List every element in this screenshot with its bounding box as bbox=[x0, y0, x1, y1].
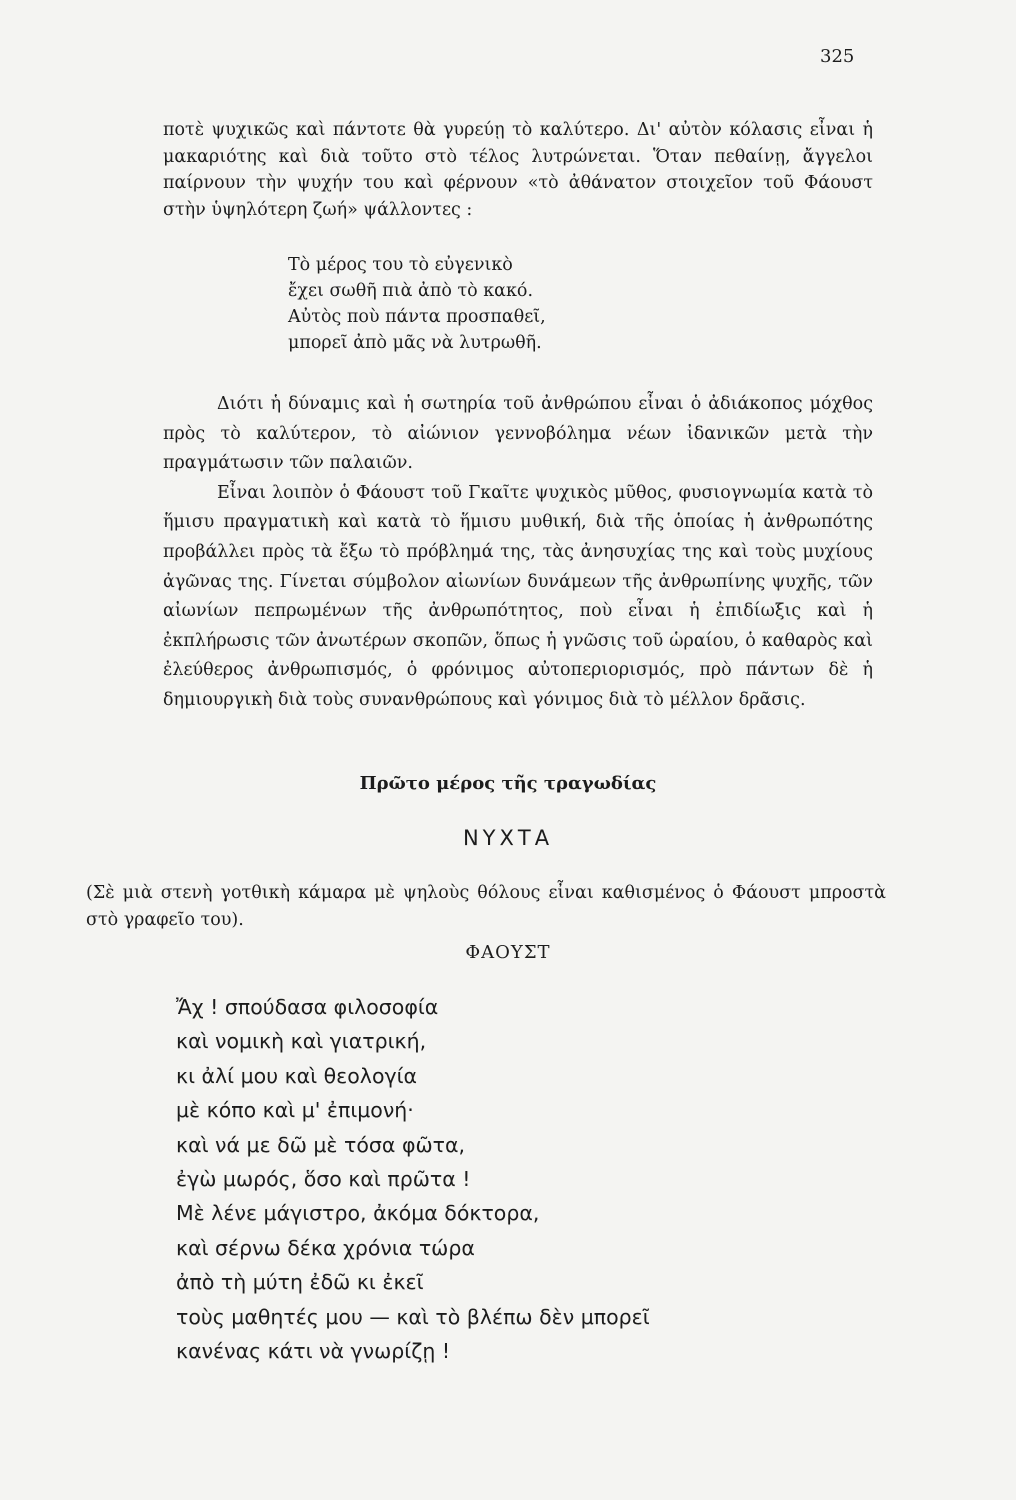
verse-line: Αὐτὸς ποὺ πάντα προσπαθεῖ, bbox=[288, 307, 546, 327]
verse-line: μὲ κόπο καὶ μ' ἐπιμονή· bbox=[176, 1098, 414, 1123]
verse-line: Ἄχ ! σπούδασα φιλοσοφία bbox=[176, 995, 439, 1019]
stage-direction-block bbox=[86, 880, 886, 934]
verse-line: καὶ νά με δῶ μὲ τόσα φῶτα, bbox=[176, 1132, 466, 1157]
verse-line: ἐγὼ μωρός, ὅσο καὶ πρῶτα ! bbox=[176, 1167, 471, 1192]
angels-verse bbox=[288, 252, 546, 356]
speaker-name: ΦΑΟΥΣΤ bbox=[465, 942, 551, 963]
verse-line: τοὺς μαθητές μου — καὶ τὸ βλέπω δὲν μπορεῖ bbox=[176, 1304, 650, 1329]
verse-line: κανένας κάτι νὰ γνωρίζῃ ! bbox=[176, 1339, 451, 1364]
verse-line: ἀπὸ τὴ μύτη ἐδῶ κι ἐκεῖ bbox=[176, 1270, 424, 1295]
verse-line: Μὲ λένε μάγιστρο, ἀκόμα δόκτορα, bbox=[176, 1201, 540, 1226]
faust-verse bbox=[176, 990, 650, 1368]
intro-paragraph: ποτὲ ψυχικῶς καὶ πάντοτε θὰ γυρεύῃ τὸ καλύτερο. Δι' αὐτὸν κόλασις εἶναι ἡ μακαριότης καὶ διὰ τοῦτο στὸ τέλος λυτρώνεται. Ὅταν πεθαίνῃ, ἄγγελοι παίρνουν τὴν ψυχήν του καὶ φέρνουν «τὸ ἀθάνατον στοιχεῖον τοῦ Φάουστ στὴν ὑψηλότερη ζωή» ψάλλοντες : bbox=[163, 120, 873, 220]
body-paragraph: Διότι ἡ δύναμις καὶ ἡ σωτηρία τοῦ ἀνθρώπου εἶναι ὁ ἀδιάκοπος μόχθος πρὸς τὸ καλύτερον, τὸ αἰώνιον γεννοβόλημα νέων ἰδανικῶν μετὰ τὴν πραγμάτωσιν τῶν παλαιῶν. bbox=[163, 394, 873, 474]
scene-title: ΝΥΧΤΑ bbox=[462, 826, 554, 850]
verse-line: μπορεῖ ἀπὸ μᾶς νὰ λυτρωθῆ. bbox=[288, 333, 542, 353]
verse-line: Τὸ μέρος του τὸ εὐγενικὸ bbox=[288, 255, 513, 275]
stage-direction: (Σὲ μιὰ στενὴ γοτθικὴ κάμαρα μὲ ψηλοὺς θόλους εἶναι καθισμένος ὁ Φάουστ μπροστὰ στὸ γραφεῖο του). bbox=[86, 883, 886, 930]
body-paragraph: Εἶναι λοιπὸν ὁ Φάουστ τοῦ Γκαῖτε ψυχικὸς μῦθος, φυσιογνωμία κατὰ τὸ ἥμισυ πραγματικὴ καὶ κατὰ τὸ ἥμισυ μυθική, διὰ τῆς ὁποίας ἡ ἀνθρωπότης προβάλλει πρὸς τὰ ἔξω τὸ πρόβλημά της, τὰς ἀνησυχίας της καὶ τοὺς μυχίους ἀγῶνας της. Γίνεται σύμβολον αἰωνίων δυνάμεων τῆς ἀνθρωπίνης ψυχῆς, τῶν αἰωνίων πεπρωμένων τῆς ἀνθρωπότητος, ποὺ εἶναι ἡ ἐπιδίωξις καὶ ἡ ἐκπλήρωσις τῶν ἀνωτέρων σκοπῶν, ὅπως ἡ γνῶσις τοῦ ὡραίου, ὁ καθαρὸς καὶ ἐλεύθερος ἀνθρωπισμός, ὁ φρόνιμος αὐτοπεριορισμός, πρὸ πάντων δὲ ἡ δημιουργικὴ διὰ τοὺς συνανθρώπους καὶ γόνιμος διὰ τὸ μέλλον δρᾶσις. bbox=[163, 482, 873, 710]
verse-line: καὶ σέρνω δέκα χρόνια τώρα bbox=[176, 1235, 475, 1260]
verse-line: ἔχει σωθῆ πιὰ ἀπὸ τὸ κακό. bbox=[288, 281, 534, 301]
verse-line: καὶ νομικὴ καὶ γιατρική, bbox=[176, 1029, 427, 1054]
part-title: Πρῶτο μέρος τῆς τραγωδίας bbox=[359, 773, 657, 794]
body-text bbox=[163, 390, 873, 716]
intro-paragraph-block bbox=[163, 117, 873, 223]
verse-line: κι ἀλί μου καὶ θεολογία bbox=[176, 1063, 418, 1088]
page-number: 325 bbox=[820, 46, 855, 67]
